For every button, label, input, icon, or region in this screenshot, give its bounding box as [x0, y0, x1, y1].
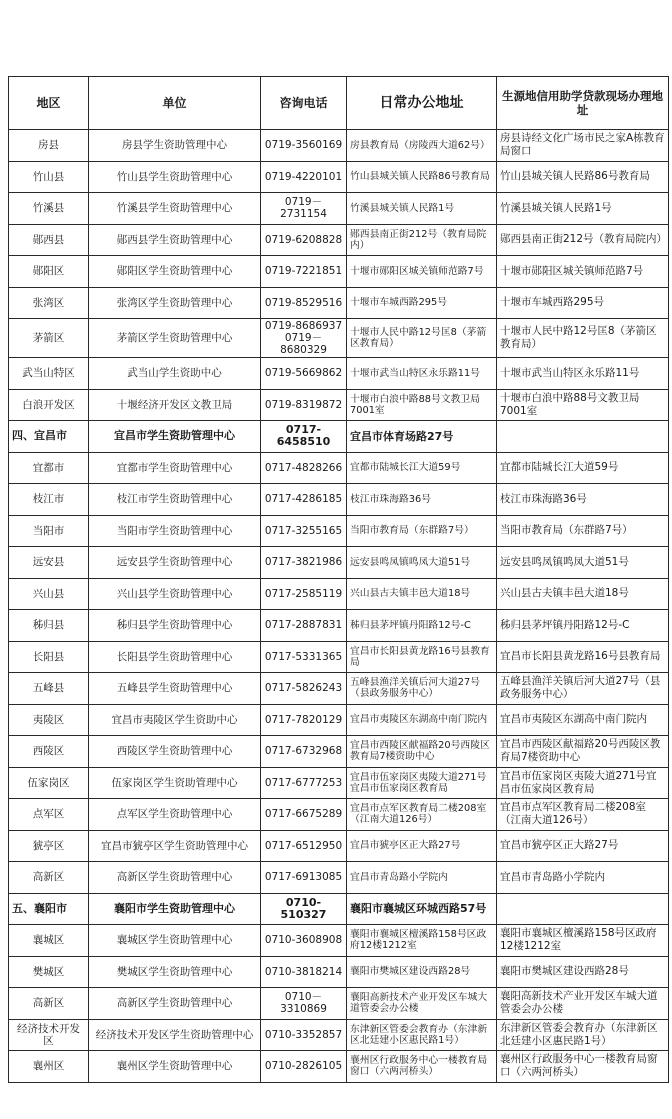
cell-office-address: 秭归县茅坪镇丹阳路12号-C — [347, 610, 497, 642]
section-row — [9, 893, 669, 925]
cell-area: 房县 — [9, 130, 89, 162]
cell-area: 五、襄阳市 — [9, 893, 89, 925]
phone-number: 0717-6675289 — [264, 808, 343, 821]
table-row — [9, 988, 669, 1020]
table-row — [9, 925, 669, 957]
phone-number: 0710-3818214 — [264, 965, 343, 978]
cell-office-address: 当阳市教育局（东群路7号） — [347, 515, 497, 547]
phone-number: 0710-2826105 — [264, 1060, 343, 1073]
phone-number: 0719-6208828 — [264, 233, 343, 246]
cell-loan-address: 十堰市车城西路295号 — [497, 287, 669, 319]
cell-office-address: 宜昌市西陵区献福路20号西陵区教育局7楼资助中心 — [347, 736, 497, 768]
cell-unit: 宜都市学生资助管理中心 — [89, 452, 261, 484]
cell-phone — [261, 704, 347, 736]
cell-office-address: 郧西县南正街212号（教育局院内） — [347, 224, 497, 256]
contact-table — [8, 76, 669, 1083]
cell-unit: 宜昌市猇亭区学生资助管理中心 — [89, 830, 261, 862]
table-row — [9, 161, 669, 193]
cell-phone — [261, 287, 347, 319]
cell-loan-address: 房县诗经文化广场市民之家A栋教育局窗口 — [497, 130, 669, 162]
cell-phone — [261, 767, 347, 799]
table-row — [9, 1019, 669, 1051]
cell-area: 武当山特区 — [9, 358, 89, 390]
cell-phone — [261, 224, 347, 256]
cell-office-address: 房县教育局（房陵西大道62号） — [347, 130, 497, 162]
header-loan-address: 生源地信用助学贷款现场办理地址 — [497, 77, 669, 130]
cell-unit: 五峰县学生资助管理中心 — [89, 673, 261, 705]
cell-area: 枝江市 — [9, 484, 89, 516]
phone-number: 0717-5826243 — [264, 682, 343, 695]
cell-office-address: 十堰市白浪中路88号文教卫局7001室 — [347, 389, 497, 421]
cell-office-address: 宜昌市伍家岗区夷陵大道271号宜昌市伍家岗区教育局 — [347, 767, 497, 799]
header-unit: 单位 — [89, 77, 261, 130]
cell-office-address: 十堰市郧阳区城关镇师范路7号 — [347, 256, 497, 288]
header-area: 地区 — [9, 77, 89, 130]
phone-number: 0719-8319872 — [264, 398, 343, 411]
cell-phone — [261, 421, 347, 453]
cell-area: 经济技术开发区 — [9, 1019, 89, 1051]
cell-phone — [261, 830, 347, 862]
table-row — [9, 547, 669, 579]
table-body — [9, 130, 669, 1083]
cell-phone — [261, 256, 347, 288]
phone-number: 0717-6458510 — [276, 423, 331, 449]
table-row — [9, 830, 669, 862]
phone-number: 0717-6777253 — [264, 776, 343, 789]
cell-unit: 郧西县学生资助管理中心 — [89, 224, 261, 256]
cell-phone — [261, 547, 347, 579]
cell-loan-address: 十堰市人民中路12号匡8（茅箭区教育局） — [497, 319, 669, 358]
phone-number: 0717-2887831 — [264, 619, 343, 632]
cell-area: 长阳县 — [9, 641, 89, 673]
cell-phone — [261, 389, 347, 421]
cell-unit: 房县学生资助管理中心 — [89, 130, 261, 162]
phone-number: 0717-2585119 — [264, 587, 343, 600]
cell-phone — [261, 193, 347, 225]
cell-office-address: 远安县鸣凤镇鸣凤大道51号 — [347, 547, 497, 579]
cell-loan-address: 宜昌市长阳县黄龙路16号县教育局 — [497, 641, 669, 673]
table-row — [9, 704, 669, 736]
cell-loan-address: 宜昌市青岛路小学院内 — [497, 862, 669, 894]
cell-unit: 远安县学生资助管理中心 — [89, 547, 261, 579]
table-row — [9, 452, 669, 484]
cell-area: 西陵区 — [9, 736, 89, 768]
cell-office-address: 十堰市人民中路12号匡8（茅箭区教育局） — [347, 319, 497, 358]
cell-unit: 宜昌市夷陵区学生资助中心 — [89, 704, 261, 736]
phone-number: 0719-3560169 — [264, 139, 343, 152]
phone-number: 0710-3608908 — [264, 934, 343, 947]
cell-loan-address: 宜昌市点军区教育局二楼208室（江南大道126号） — [497, 799, 669, 831]
table-row — [9, 1051, 669, 1083]
cell-office-address: 宜都市陆城长江大道59号 — [347, 452, 497, 484]
table-row — [9, 484, 669, 516]
cell-phone — [261, 484, 347, 516]
phone-number: 0719-5669862 — [264, 367, 343, 380]
cell-unit: 长阳县学生资助管理中心 — [89, 641, 261, 673]
cell-area: 高新区 — [9, 862, 89, 894]
cell-unit: 高新区学生资助管理中心 — [89, 862, 261, 894]
phone-number: 0717-6913085 — [264, 871, 343, 884]
table-row — [9, 799, 669, 831]
cell-area: 宜都市 — [9, 452, 89, 484]
cell-office-address: 宜昌市青岛路小学院内 — [347, 862, 497, 894]
cell-loan-address — [497, 421, 669, 453]
phone-number: 0710-510327 — [280, 895, 327, 921]
cell-phone — [261, 452, 347, 484]
phone-number: 0719-4220101 — [264, 170, 343, 183]
cell-loan-address: 兴山县古夫镇丰邑大道18号 — [497, 578, 669, 610]
cell-loan-address: 宜昌市夷陵区东湖高中南门院内 — [497, 704, 669, 736]
phone-number: 0717-3821986 — [264, 556, 343, 569]
cell-loan-address: 襄阳市樊城区建设西路28号 — [497, 956, 669, 988]
cell-loan-address: 当阳市教育局（东群路7号） — [497, 515, 669, 547]
cell-office-address: 宜昌市体育场路27号 — [347, 421, 497, 453]
cell-office-address: 竹溪县城关镇人民路1号 — [347, 193, 497, 225]
cell-area: 猇亭区 — [9, 830, 89, 862]
cell-office-address: 襄州区行政服务中心一楼教育局窗口（六两河桥头） — [347, 1051, 497, 1083]
header-office-address: 日常办公地址 — [347, 77, 497, 130]
phone-number: 0717-6512950 — [264, 839, 343, 852]
table-row — [9, 515, 669, 547]
cell-office-address: 宜昌市长阳县黄龙路16号县教育局 — [347, 641, 497, 673]
cell-phone — [261, 673, 347, 705]
cell-office-address: 宜昌市猇亭区正大路27号 — [347, 830, 497, 862]
table-row — [9, 673, 669, 705]
cell-unit: 茅箭区学生资助管理中心 — [89, 319, 261, 358]
cell-area: 五峰县 — [9, 673, 89, 705]
cell-loan-address: 远安县鸣凤镇鸣凤大道51号 — [497, 547, 669, 579]
cell-phone — [261, 610, 347, 642]
cell-unit: 竹山县学生资助管理中心 — [89, 161, 261, 193]
cell-phone — [261, 862, 347, 894]
table-row — [9, 956, 669, 988]
table-header-row — [9, 77, 669, 130]
cell-area: 竹溪县 — [9, 193, 89, 225]
cell-area: 张湾区 — [9, 287, 89, 319]
cell-unit: 兴山县学生资助管理中心 — [89, 578, 261, 610]
cell-unit: 西陵区学生资助管理中心 — [89, 736, 261, 768]
phone-number: 0717-7820129 — [264, 713, 343, 726]
cell-unit: 点军区学生资助管理中心 — [89, 799, 261, 831]
cell-phone — [261, 161, 347, 193]
cell-unit: 樊城区学生资助管理中心 — [89, 956, 261, 988]
table-row — [9, 578, 669, 610]
cell-area: 高新区 — [9, 988, 89, 1020]
cell-office-address: 枝江市珠海路36号 — [347, 484, 497, 516]
cell-phone — [261, 799, 347, 831]
cell-phone — [261, 956, 347, 988]
cell-unit: 伍家岗区学生资助管理中心 — [89, 767, 261, 799]
cell-area: 夷陵区 — [9, 704, 89, 736]
cell-loan-address: 襄阳市襄城区檀溪路158号区政府12楼1212室 — [497, 925, 669, 957]
cell-office-address: 五峰县渔洋关镇后河大道27号（县政务服务中心） — [347, 673, 497, 705]
phone-number: 0719-7221851 — [264, 265, 343, 278]
cell-loan-address: 东津新区管委会教育办（东津新区北廷建小区惠民路1号） — [497, 1019, 669, 1051]
cell-area: 郧西县 — [9, 224, 89, 256]
cell-unit: 武当山学生资助中心 — [89, 358, 261, 390]
cell-phone — [261, 358, 347, 390]
cell-phone — [261, 578, 347, 610]
cell-loan-address: 竹溪县城关镇人民路1号 — [497, 193, 669, 225]
table-row — [9, 736, 669, 768]
cell-loan-address: 竹山县城关镇人民路86号教育局 — [497, 161, 669, 193]
table-row — [9, 193, 669, 225]
phone-number: 0710－3310869 — [280, 991, 327, 1016]
cell-area: 远安县 — [9, 547, 89, 579]
cell-unit: 郧阳区学生资助管理中心 — [89, 256, 261, 288]
cell-phone — [261, 1051, 347, 1083]
table-row — [9, 767, 669, 799]
table-row — [9, 287, 669, 319]
cell-area: 四、宜昌市 — [9, 421, 89, 453]
table-row — [9, 641, 669, 673]
contact-table-sheet — [8, 76, 668, 1083]
cell-loan-address: 宜昌市西陵区献福路20号西陵区教育局7楼资助中心 — [497, 736, 669, 768]
table-row — [9, 610, 669, 642]
cell-loan-address: 十堰市白浪中路88号文教卫局7001室 — [497, 389, 669, 421]
cell-office-address: 兴山县古夫镇丰邑大道18号 — [347, 578, 497, 610]
cell-loan-address: 襄阳高新技术产业开发区车城大道管委会办公楼 — [497, 988, 669, 1020]
cell-loan-address — [497, 893, 669, 925]
cell-unit: 十堰经济开发区文教卫局 — [89, 389, 261, 421]
cell-area: 点军区 — [9, 799, 89, 831]
cell-loan-address: 襄州区行政服务中心一楼教育局窗口（六两河桥头） — [497, 1051, 669, 1083]
cell-area: 竹山县 — [9, 161, 89, 193]
cell-loan-address: 五峰县渔洋关镇后河大道27号（县政务服务中心） — [497, 673, 669, 705]
cell-unit: 宜昌市学生资助管理中心 — [89, 421, 261, 453]
cell-area: 白浪开发区 — [9, 389, 89, 421]
cell-area: 郧阳区 — [9, 256, 89, 288]
phone-number: 0717-6732968 — [264, 745, 343, 758]
table-row — [9, 358, 669, 390]
cell-phone — [261, 130, 347, 162]
table-row — [9, 389, 669, 421]
cell-phone — [261, 641, 347, 673]
cell-loan-address: 宜昌市猇亭区正大路27号 — [497, 830, 669, 862]
cell-loan-address: 十堰市郧阳区城关镇师范路7号 — [497, 256, 669, 288]
cell-office-address: 宜昌市点军区教育局二楼208室（江南大道126号） — [347, 799, 497, 831]
cell-area: 伍家岗区 — [9, 767, 89, 799]
phone-number: 0719－2731154 — [280, 196, 327, 221]
cell-office-address: 竹山县城关镇人民路86号教育局 — [347, 161, 497, 193]
phone-number: 0717-3255165 — [264, 524, 343, 537]
cell-area: 当阳市 — [9, 515, 89, 547]
phone-number: 0719－8680329 — [280, 332, 327, 356]
cell-office-address: 宜昌市夷陵区东湖高中南门院内 — [347, 704, 497, 736]
cell-phone — [261, 515, 347, 547]
phone-number: 0717-4286185 — [264, 493, 343, 506]
cell-area: 襄城区 — [9, 925, 89, 957]
cell-phone — [261, 925, 347, 957]
cell-loan-address: 秭归县茅坪镇丹阳路12号-C — [497, 610, 669, 642]
cell-unit: 张湾区学生资助管理中心 — [89, 287, 261, 319]
cell-unit: 襄城区学生资助管理中心 — [89, 925, 261, 957]
cell-office-address: 东津新区管委会教育办（东津新区北廷建小区惠民路1号） — [347, 1019, 497, 1051]
table-row — [9, 224, 669, 256]
header-phone: 咨询电话 — [261, 77, 347, 130]
cell-loan-address: 枝江市珠海路36号 — [497, 484, 669, 516]
table-row — [9, 319, 669, 358]
cell-area: 茅箭区 — [9, 319, 89, 358]
cell-area: 秭归县 — [9, 610, 89, 642]
cell-office-address: 十堰市武当山特区永乐路11号 — [347, 358, 497, 390]
phone-number: 0719-8529516 — [264, 296, 343, 309]
cell-phone — [261, 988, 347, 1020]
cell-office-address: 十堰市车城西路295号 — [347, 287, 497, 319]
cell-unit: 枝江市学生资助管理中心 — [89, 484, 261, 516]
cell-area: 樊城区 — [9, 956, 89, 988]
table-row — [9, 862, 669, 894]
cell-unit: 襄阳市学生资助管理中心 — [89, 893, 261, 925]
phone-number: 0717-5331365 — [264, 650, 343, 663]
cell-office-address: 襄阳高新技术产业开发区车城大道管委会办公楼 — [347, 988, 497, 1020]
cell-loan-address: 宜昌市伍家岗区夷陵大道271号宜昌市伍家岗区教育局 — [497, 767, 669, 799]
cell-phone — [261, 1019, 347, 1051]
cell-phone — [261, 736, 347, 768]
cell-unit: 经济技术开发区学生资助管理中心 — [89, 1019, 261, 1051]
cell-office-address: 襄阳市樊城区建设西路28号 — [347, 956, 497, 988]
cell-area: 襄州区 — [9, 1051, 89, 1083]
section-row — [9, 421, 669, 453]
cell-phone — [261, 893, 347, 925]
cell-area: 兴山县 — [9, 578, 89, 610]
phone-number: 0710-3352857 — [264, 1028, 343, 1041]
phone-number: 0717-4828266 — [264, 461, 343, 474]
cell-loan-address: 宜都市陆城长江大道59号 — [497, 452, 669, 484]
cell-unit: 当阳市学生资助管理中心 — [89, 515, 261, 547]
cell-unit: 秭归县学生资助管理中心 — [89, 610, 261, 642]
cell-loan-address: 郧西县南正街212号（教育局院内） — [497, 224, 669, 256]
cell-loan-address: 十堰市武当山特区永乐路11号 — [497, 358, 669, 390]
cell-unit: 襄州区学生资助管理中心 — [89, 1051, 261, 1083]
phone-number: 0719-8686937 — [264, 320, 343, 332]
table-row — [9, 130, 669, 162]
cell-phone — [261, 319, 347, 358]
cell-unit: 竹溪县学生资助管理中心 — [89, 193, 261, 225]
table-row — [9, 256, 669, 288]
cell-unit: 高新区学生资助管理中心 — [89, 988, 261, 1020]
cell-office-address: 襄阳市襄城区檀溪路158号区政府12楼1212室 — [347, 925, 497, 957]
cell-office-address: 襄阳市襄城区环城西路57号 — [347, 893, 497, 925]
